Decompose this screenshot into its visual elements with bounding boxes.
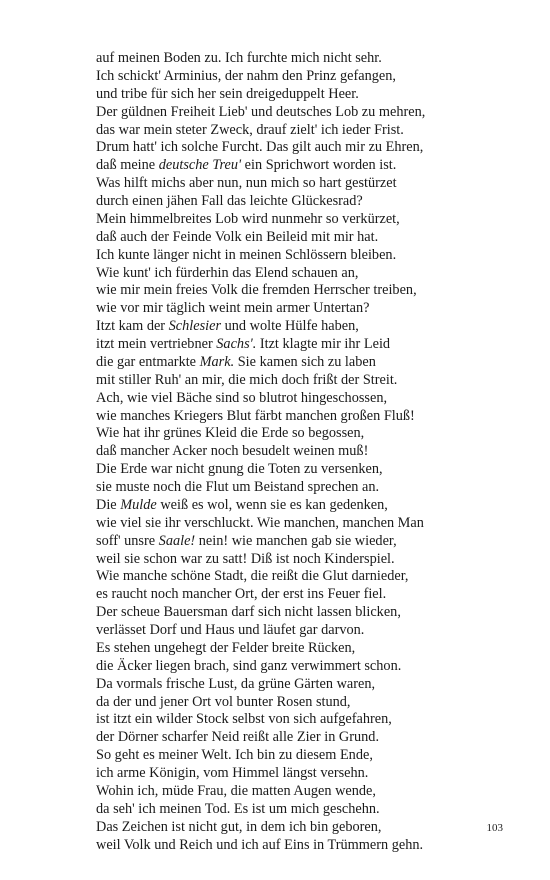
poem-line [96, 622, 496, 640]
poem-line [96, 676, 496, 694]
line-text: Das Zeichen ist nicht gut, in dem ich bin geboren, [96, 818, 382, 835]
line-text: Die Erde war nicht gnung die Toten zu versenken, [96, 461, 383, 478]
poem-line [96, 443, 496, 461]
poem-line [96, 50, 496, 68]
poem-line [96, 783, 496, 801]
italic-emphasis: Saale! [158, 532, 196, 549]
poem-line [96, 819, 496, 837]
poem-line [96, 801, 496, 819]
poem-line [96, 139, 496, 157]
line-text: ein Sprichwort worden ist. [241, 157, 397, 174]
line-text: weil sie schon war zu satt! Diß ist noch Kinderspiel. [96, 550, 395, 567]
poem-line [96, 729, 496, 747]
poem-line [96, 586, 496, 604]
poem-line [96, 479, 496, 497]
poem-line [96, 175, 496, 193]
poem-line [96, 497, 496, 515]
line-text: wie manches Kriegers Blut färbt manchen großen Fluß! [96, 407, 415, 424]
line-text: Sie kamen sich zu laben [234, 353, 376, 370]
line-text: Ich kunte länger nicht in meinen Schlössern bleiben. [96, 246, 397, 263]
line-text: Da vormals frische Lust, da grüne Gärten waren, [96, 675, 376, 692]
poem-line [96, 515, 496, 533]
poem-line [96, 229, 496, 247]
poem-text [96, 50, 496, 854]
line-text: verlässet Dorf und Haus und läufet gar darvon. [96, 622, 365, 638]
line-text: wie mir mein freies Volk die fremden Herrscher treiben, [96, 282, 417, 299]
poem-line [96, 694, 496, 712]
poem-line [96, 568, 496, 586]
italic-emphasis: Sachs'. [216, 336, 257, 352]
line-text: die gar entmarkte [96, 353, 200, 370]
poem-line [96, 408, 496, 426]
line-text: daß auch der Feinde Volk ein Beileid mit mir hat. [96, 228, 379, 245]
line-text: wie vor mir täglich weint mein armer Untertan? [96, 300, 370, 317]
poem-line [96, 157, 496, 175]
line-text: Der güldnen Freiheit Lieb' und deutsches Lob zu mehren, [96, 103, 426, 120]
poem-line [96, 300, 496, 318]
poem-line [96, 247, 496, 265]
line-text: das war mein steter Zweck, drauf zielt' ich ieder Frist. [96, 121, 404, 138]
poem-line [96, 711, 496, 729]
line-text: sie muste noch die Flut um Beistand sprechen an. [96, 479, 380, 495]
poem-line [96, 604, 496, 622]
line-text: daß meine [96, 157, 159, 174]
line-text: Der scheue Bauersman darf sich nicht lassen blicken, [96, 604, 401, 621]
poem-line [96, 658, 496, 676]
line-text: auf meinen Boden zu. Ich furchte mich nicht sehr. [96, 50, 382, 66]
line-text: Wie hat ihr grünes Kleid die Erde so begossen, [96, 425, 365, 442]
poem-line [96, 336, 496, 354]
italic-emphasis: deutsche Treu' [158, 157, 242, 174]
poem-line [96, 390, 496, 408]
poem-line [96, 533, 496, 551]
line-text: mit stiller Ruh' an mir, die mich doch frißt der Streit. [96, 371, 398, 388]
line-text: da der und jener Ort vol bunter Rosen stund, [96, 693, 351, 710]
poem-line [96, 104, 496, 122]
poem-line [96, 837, 496, 855]
poem-line [96, 765, 496, 783]
line-text: Itzt klagte mir ihr Leid [256, 336, 391, 352]
line-text: Die [96, 496, 121, 513]
line-text: daß mancher Acker noch besudelt weinen muß! [96, 443, 369, 460]
poem-line [96, 551, 496, 569]
poem-line [96, 122, 496, 140]
poem-line [96, 282, 496, 300]
italic-emphasis: Schlesier [168, 318, 222, 335]
line-text: es raucht noch mancher Ort, der erst ins Feuer fiel. [96, 586, 387, 603]
italic-emphasis: Mark. [199, 353, 235, 370]
line-text: durch einen jähen Fall das leichte Glückesrad? [96, 193, 363, 209]
line-text: weil Volk und Reich und ich auf Eins in Trümmern gehn. [96, 836, 424, 853]
poem-line [96, 354, 496, 372]
line-text: Wie manche schöne Stadt, die reißt die Glut darnieder, [96, 568, 409, 585]
line-text: ist itzt ein wilder Stock selbst von sich aufgefahren, [96, 711, 392, 728]
line-text: Was hilft michs aber nun, nun mich so hart gestürzet [96, 175, 397, 192]
poem-line [96, 640, 496, 658]
line-text: der Dörner scharfer Neid reißt alle Zier in Grund. [96, 729, 380, 746]
poem-line [96, 747, 496, 765]
line-text: ich arme Königin, vom Himmel längst versehn. [96, 765, 369, 781]
line-text: Ach, wie viel Bäche sind so blutrot hingeschossen, [96, 389, 388, 406]
line-text: da seh' ich meinen Tod. Es ist um mich geschehn. [96, 800, 380, 817]
italic-emphasis: Mulde [120, 496, 157, 513]
poem-line [96, 193, 496, 211]
line-text: Mein himmelbreites Lob wird nunmehr so verkürzet, [96, 210, 400, 227]
line-text: Wohin ich, müde Frau, die matten Augen wende, [96, 782, 376, 799]
poem-line [96, 372, 496, 390]
poem-line [96, 461, 496, 479]
line-text: weiß es wol, wenn sie es kan gedenken, [156, 496, 388, 513]
line-text: So geht es meiner Welt. Ich bin zu diesem Ende, [96, 747, 373, 764]
line-text: soff' unsre [96, 532, 159, 549]
poem-line [96, 425, 496, 443]
line-text: Wie kunt' ich fürderhin das Elend schauen an, [96, 264, 359, 281]
page-number: 103 [486, 822, 503, 834]
line-text: die Äcker liegen brach, sind ganz verwimmert schon. [96, 657, 402, 674]
line-text: Es stehen ungehegt der Felder breite Rücken, [96, 639, 356, 656]
line-text: Drum hatt' ich solche Furcht. Das gilt auch mir zu Ehren, [96, 139, 424, 156]
poem-line [96, 86, 496, 104]
line-text: und wolte Hülfe haben, [221, 318, 359, 335]
line-text: Itzt kam der [96, 318, 169, 335]
line-text: wie viel sie ihr verschluckt. Wie manchen, manchen Man [96, 514, 424, 531]
poem-line [96, 211, 496, 229]
poem-line [96, 265, 496, 283]
poem-line [96, 318, 496, 336]
line-text: und tribe für sich her sein dreigeduppelt Heer. [96, 85, 359, 102]
line-text: nein! wie manchen gab sie wieder, [195, 532, 397, 549]
poem-line [96, 68, 496, 86]
line-text: Ich schickt' Arminius, der nahm den Prinz gefangen, [96, 67, 396, 84]
line-text: itzt mein vertriebner [96, 336, 217, 352]
